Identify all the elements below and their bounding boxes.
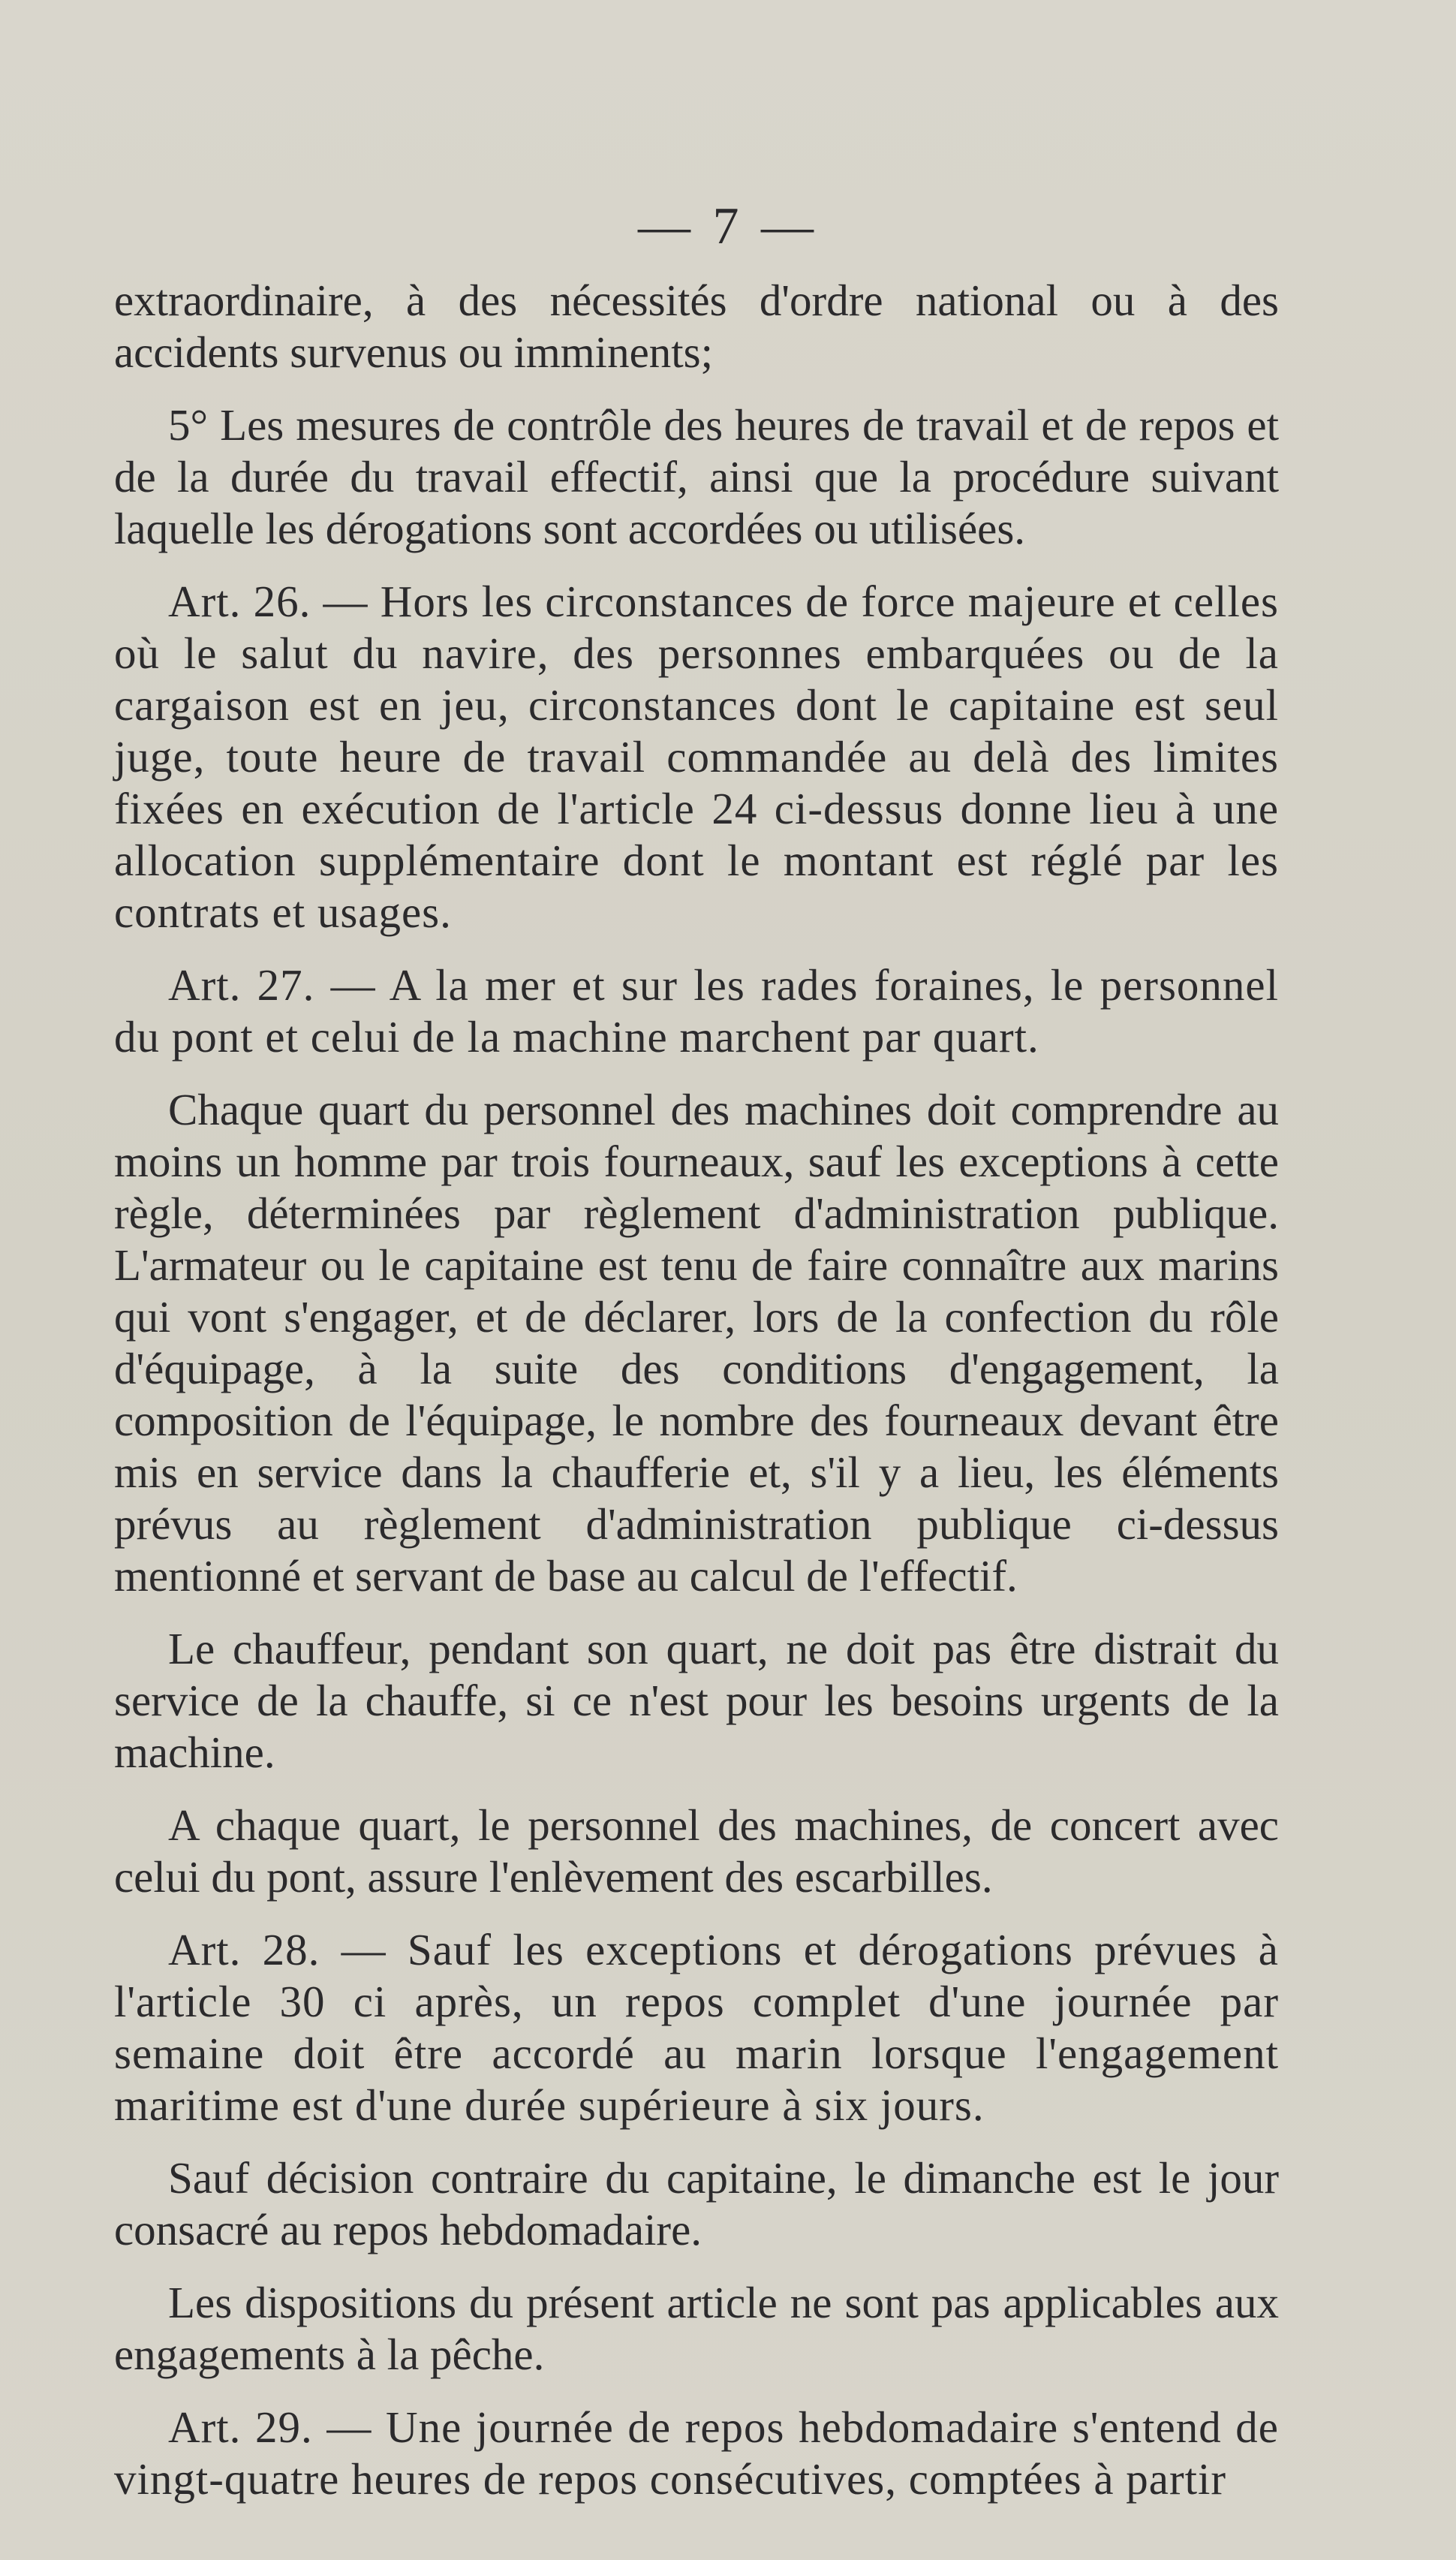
paragraph-art-29: Art. 29. — Une journée de repos hebdomadaire s'entend de vingt-quatre heures de repos consécutives, comptées à partir [114,2402,1279,2504]
paragraph-peche: Les dispositions du présent article ne sont pas applicables aux engagements à la pêche. [114,2278,1279,2379]
paragraph-art-27: Art. 27. — A la mer et sur les rades foraines, le personnel du pont et celui de la machine marchent par quart. [114,960,1279,1062]
paragraph-art-26: Art. 26. — Hors les circonstances de force majeure et celles où le salut du navire, des personnes embarquées ou de la cargaison est en jeu, circonstances dont le capitaine est seul juge, toute heure de travail commandée au delà des limites fixées en exécution de l'article 24 ci-dessus donne lieu à une allocation supplémentaire dont le montant est réglé par les contrats et usages. [114,577,1279,937]
document-body [114,275,1279,2526]
paragraph-quart-machines: Chaque quart du personnel des machines doit comprendre au moins un homme par trois fourneaux, sauf les exceptions à cette règle, déterminées par règlement d'administration publique. L'armateur ou le capitaine est tenu de faire connaître aux marins qui vont s'engager, et de déclarer, lors de la confection du rôle d'équipage, à la suite des conditions d'engagement, la composition de l'équipage, le nombre des fourneaux devant être mis en service dans la chaufferie et, s'il y a lieu, les éléments prévus au règlement d'administration publique ci-dessus mentionné et servant de base au calcul de l'effectif. [114,1085,1279,1601]
paragraph-continuation: extraordinaire, à des nécessités d'ordre national ou à des accidents survenus ou imminents; [114,276,1279,377]
page-number: — 7 — [638,197,818,255]
paragraph-item-5: 5° Les mesures de contrôle des heures de travail et de repos et de la durée du travail effectif, ainsi que la procédure suivant laquelle les dérogations sont accordées ou utilisées. [114,400,1279,553]
paragraph-chauffeur: Le chauffeur, pendant son quart, ne doit pas être distrait du service de la chauffe, si ce n'est pour les besoins urgents de la machine. [114,1624,1279,1777]
paragraph-art-28: Art. 28. — Sauf les exceptions et dérogations prévues à l'article 30 ci après, un repos complet d'une journée par semaine doit être accordé au marin lorsque l'engagement maritime est d'une durée supérieure à six jours. [114,1925,1279,2130]
paragraph-dimanche: Sauf décision contraire du capitaine, le dimanche est le jour consacré au repos hebdomadaire. [114,2153,1279,2254]
paragraph-escarbilles: A chaque quart, le personnel des machines, de concert avec celui du pont, assure l'enlèvement des escarbilles. [114,1800,1279,1902]
